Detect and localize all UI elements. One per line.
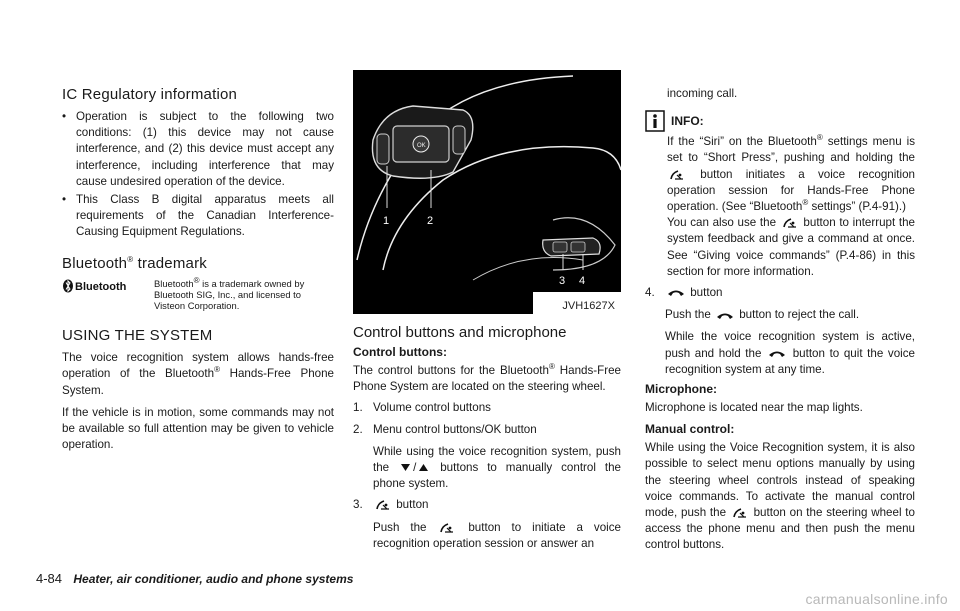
control-buttons-paragraph: The control buttons for the Bluetooth® Hands-Free Phone System are located on the steering wheel. (353, 362, 621, 394)
watermark: carmanualsonline.info (805, 591, 948, 607)
control-buttons-heading: Control buttons and microphone (353, 324, 567, 341)
using-paragraph-2: If the vehicle is in motion, some commands may not be available so full attention may be given to vehicle operation. (62, 405, 334, 452)
bluetooth-trademark-block (62, 275, 334, 312)
talk-button-icon (669, 169, 685, 181)
bullet-item (62, 192, 334, 241)
using-the-system-heading: USING THE SYSTEM (62, 327, 213, 345)
callout-1: 1 (383, 215, 390, 227)
manual-control-label: Manual control: (645, 422, 735, 437)
bullet-text: Operation is subject to the following two conditions: (1) this device may not cause interference, and (2) this device must accept any interference, including interference that may cause undesired operation of the device. (76, 110, 334, 188)
using-paragraph-1: The voice recognition system allows hands-free operation of the Bluetooth® Hands-Free Phone System. (62, 351, 334, 397)
bullet-dot: • (62, 110, 67, 123)
list-item: 3. button Push the button to initiate a voice recognition operation session or answer an (353, 497, 621, 552)
info-paragraph-2: You can also use the button to interrupt the system feedback and give a command at once. See “Giving voice commands” (P.4-86) in this section for more information. (667, 216, 915, 278)
callout-3: 3 (559, 275, 566, 287)
control-buttons-label: Control buttons: (353, 345, 447, 359)
bullet-dot: • (62, 193, 67, 207)
list-item: 1. Volume control buttons (353, 400, 621, 416)
bullet-text: This Class B digital apparatus meets all requirements of the Canadian Interference-Causing Equipment Regulations. (76, 193, 334, 239)
down-arrow-icon (400, 463, 411, 472)
manual-control-paragraph: While using the Voice Recognition system, it is also possible to select menu options manually by using the steering wheel controls instead of speaking voice commands. To activate the manual control mode, push the button on the steering wheel to access the phone menu and then push the menu control buttons. (645, 441, 915, 552)
left-column (62, 86, 334, 453)
callout-2: 2 (427, 215, 434, 227)
talk-button-icon (375, 499, 391, 511)
hang-up-icon (667, 288, 685, 297)
bullet-item (62, 109, 334, 190)
bluetooth-trademark-heading: Bluetooth® trademark (62, 254, 207, 272)
hang-up-icon (768, 349, 786, 358)
callout-4: 4 (579, 275, 586, 287)
menu-control-item: Menu control buttons/OK button (373, 422, 537, 436)
volume-control-item: Volume control buttons (373, 401, 491, 415)
page-footer (36, 571, 353, 586)
right-column (645, 86, 915, 554)
figure-id: JVH1627X (562, 300, 615, 312)
svg-text:Bluetooth: Bluetooth (75, 280, 127, 293)
talk-button-icon (732, 507, 748, 519)
talk-button-detail: Push the button to initiate a voice recognition operation session or answer an (373, 520, 621, 550)
info-label: INFO: (671, 114, 704, 129)
menu-control-detail: While using the voice recognition system, push the / buttons to manually control the phone system. (373, 444, 621, 491)
talk-button-icon (782, 217, 798, 229)
bluetooth-trademark-text: Bluetooth® is a trademark owned by Bluetooth SIG, Inc., and licensed to Visteon Corporation. (154, 275, 305, 312)
hang-up-detail-2: While the voice recognition system is active, push and hold the button to quit the voice recognition system at any time. (665, 330, 915, 376)
hang-up-icon (716, 311, 734, 320)
hang-up-label: button (690, 286, 723, 300)
info-paragraph-1: If the “Siri” on the Bluetooth® settings menu is set to “Short Press”, pushing and holding the button initiates a voice recognition operation session for Hands-Free Phone operation. (See “Bluetooth® settings” (P.4-91).) (667, 133, 915, 214)
info-icon (645, 110, 665, 132)
info-heading (645, 110, 915, 132)
microphone-paragraph: Microphone is located near the map lights. (645, 401, 863, 415)
list-item: 4. button Push the button to reject the call. While the voice recognition system is active, push and hold the button to quit the voice recognition system at any time. (645, 285, 915, 378)
section-title: Heater, air conditioner, audio and phone systems (73, 572, 354, 586)
bluetooth-logo-icon (62, 279, 148, 293)
talk-button-label: button (396, 498, 429, 512)
page-number: 4-84 (36, 571, 63, 586)
microphone-label: Microphone: (645, 382, 717, 397)
steering-wheel-illustration (353, 70, 621, 314)
list-item: 2. Menu control buttons/OK button While using the voice recognition system, push the / buttons to manually control the phone system. (353, 422, 621, 493)
hang-up-detail-1: Push the button to reject the call. (665, 308, 860, 322)
middle-column (353, 70, 621, 552)
ic-regulatory-heading: IC Regulatory information (62, 86, 238, 103)
up-arrow-icon (418, 463, 429, 472)
talk-button-icon (439, 522, 455, 534)
steering-wheel-figure (353, 70, 621, 314)
continued-text: incoming call. (667, 87, 738, 100)
svg-text:OK: OK (417, 143, 426, 149)
